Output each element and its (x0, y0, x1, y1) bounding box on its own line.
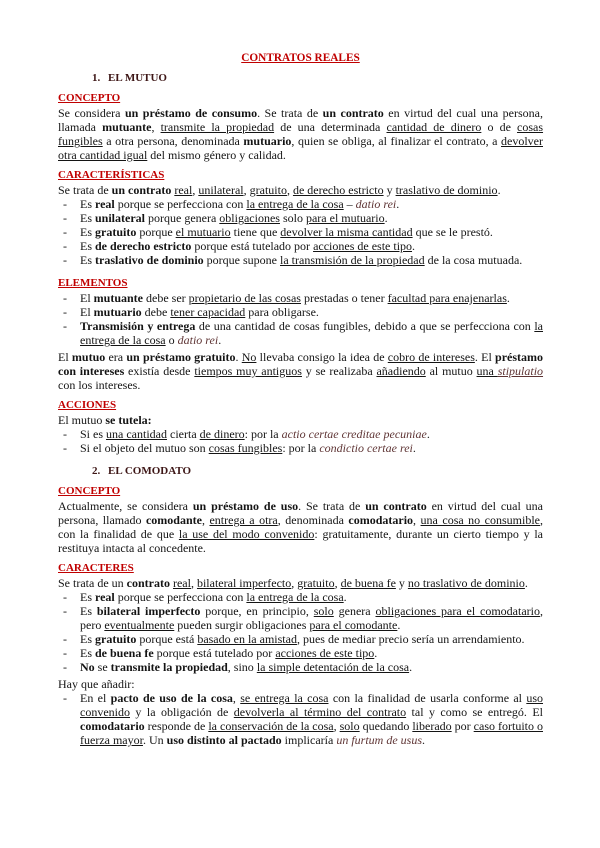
text-run: El (80, 305, 94, 319)
bold-text: un contrato (365, 499, 427, 513)
underlined-text: acciones de este tipo (275, 646, 375, 660)
underlined-text: real (174, 183, 193, 197)
text-run: . (412, 239, 416, 253)
subheading: CONCEPTO (58, 485, 121, 497)
subheading: CARACTERES (58, 562, 134, 574)
underlined-text: gratuito (297, 576, 335, 590)
underlined-text: se entrega la cosa (240, 691, 329, 705)
underlined-text: no traslativo de dominio (407, 576, 525, 590)
bold-text: unilateral (95, 211, 145, 225)
text-run: de una determinada (274, 120, 387, 134)
underlined-text: de buena fe (340, 576, 396, 590)
text-run: , sino (227, 660, 257, 674)
text-run: . (218, 333, 222, 347)
text-run: . (396, 197, 400, 211)
text-run: Es (80, 197, 95, 211)
underlined-text: de dinero (199, 427, 245, 441)
underlined-text: devolver otra cantidad igual (58, 134, 543, 162)
underlined-text: gratuito (249, 183, 287, 197)
underlined-text: transmite la propiedad (160, 120, 275, 134)
text-run: porque se perfecciona con (114, 590, 247, 604)
underlined-text: la entrega de la cosa (246, 590, 344, 604)
text-run: En el (80, 691, 111, 705)
bold-text: un préstamo gratuito (126, 350, 236, 364)
text-run: , (232, 691, 241, 705)
section-heading-text: EL MUTUO (108, 72, 167, 84)
text-run: y se realizaba (301, 364, 377, 378)
underlined-text: unilateral (198, 183, 244, 197)
text-run: o (165, 333, 178, 347)
text-run: Se trata de (58, 183, 112, 197)
text-run: del mismo género y calidad. (147, 148, 286, 162)
list-item (58, 590, 543, 604)
underlined-text: devolverla al término del contrato (233, 705, 407, 719)
text-run: Es (80, 225, 95, 239)
bold-text: bilateral imperfecto (96, 604, 201, 618)
bold-text: transmite la propiedad (110, 660, 228, 674)
bold-text: Transmisión y entrega (80, 319, 196, 333)
text-run: porque (136, 225, 176, 239)
text-run: . (524, 576, 528, 590)
subheading: CONCEPTO (58, 92, 121, 104)
text-run: en virtud del cual una persona, llamado (58, 499, 543, 527)
list-item (58, 691, 543, 747)
section-number: 2. (92, 465, 101, 477)
bold-text: mutuante (102, 120, 152, 134)
bold-text: real (95, 590, 115, 604)
section-heading-text: EL COMODATO (108, 465, 192, 477)
underlined-text: real (172, 576, 191, 590)
text-run: con la finalidad de usarla conforme al (328, 691, 527, 705)
paragraph (58, 183, 543, 197)
paragraph (58, 576, 543, 590)
bold-text: mutuo (71, 350, 106, 364)
bold-text: comodatario (80, 719, 145, 733)
underlined-text: basado en la amistad (197, 632, 297, 646)
text-run: cierta (167, 427, 200, 441)
bold-text: mutuario (93, 305, 142, 319)
text-run: porque está tutelado por (153, 646, 276, 660)
underlined-text: acciones de este tipo (313, 239, 413, 253)
underlined-text: obligaciones (219, 211, 280, 225)
text-run: . (497, 183, 501, 197)
text-run: tiene que (230, 225, 281, 239)
underlined-text: cosas fungibles (208, 441, 283, 455)
text-run: debe ser (143, 291, 189, 305)
bold-text: uso distinto al pactado (166, 733, 282, 747)
underlined-text: caso fortuito o fuerza mayor (80, 719, 543, 747)
bold-text: No (80, 660, 95, 674)
bold-text: contrato (126, 576, 170, 590)
italic-text: condictio certae rei (319, 441, 413, 455)
text-run: solo (279, 211, 306, 225)
text-run: y la obligación de (130, 705, 234, 719)
text-run: . Un (142, 733, 167, 747)
underlined-text: devolver la misma cantidad (280, 225, 413, 239)
text-run: llevaba consigo la idea de (256, 350, 388, 364)
text-run: para obligarse. (245, 305, 319, 319)
text-run: , (291, 576, 298, 590)
underlined-text: facultad para enajenarlas (387, 291, 507, 305)
list-item (58, 441, 543, 455)
text-run: por (451, 719, 474, 733)
text-run: . (343, 590, 347, 604)
text-run: de la cosa mutuada. (424, 253, 523, 267)
text-run: en virtud del cual una persona, llamada (58, 106, 543, 134)
text-run: , (190, 576, 197, 590)
underlined-text: añadiendo (376, 364, 426, 378)
text-run: . (422, 733, 425, 747)
bold-text: comodatario (348, 513, 414, 527)
underlined-text: uso convenido (80, 691, 543, 719)
text-run: . (506, 291, 510, 305)
text-run: , pues de mediar precio sería un arrendamiento. (296, 632, 525, 646)
text-run: existía desde (124, 364, 195, 378)
underlined-text: la entrega de la cosa (246, 197, 344, 211)
text-run: , con la finalidad de que (58, 513, 543, 541)
text-run: , quien se obliga, al finalizar el contrato, a (291, 134, 502, 148)
text-run: al mutuo (425, 364, 477, 378)
text-run: . El (474, 350, 496, 364)
list-item (58, 427, 543, 441)
text-run: Hay que añadir: (58, 677, 135, 691)
document-title: CONTRATOS REALES (241, 52, 360, 64)
dash-list (58, 291, 543, 350)
bold-text: un contrato (322, 106, 384, 120)
bold-text: un préstamo de consumo (124, 106, 258, 120)
underlined-text: eventualmente (104, 618, 175, 632)
text-run: , (151, 120, 161, 134)
text-run: , (334, 576, 341, 590)
text-run: , (201, 513, 210, 527)
paragraph (58, 677, 543, 691)
text-run: se (94, 660, 111, 674)
bold-text: de derecho estricto (95, 239, 192, 253)
text-run: , denominada (277, 513, 349, 527)
bold-text: real (95, 197, 115, 211)
text-run: . (426, 427, 430, 441)
text-run: Si el objeto del mutuo son (80, 441, 209, 455)
underlined-text: propietario de las cosas (188, 291, 301, 305)
dash-list (58, 427, 543, 458)
underlined-text: tener capacidad (170, 305, 246, 319)
underlined-text: la transmisión de la propiedad (280, 253, 425, 267)
text-run: era (105, 350, 127, 364)
text-run: Es (80, 632, 95, 646)
text-run: Es (80, 590, 95, 604)
underlined-text: la use del modo convenido (178, 527, 315, 541)
paragraph (58, 350, 543, 392)
subheading: CARACTERÍSTICAS (58, 169, 165, 181)
dash-list (58, 197, 543, 270)
underlined-text: obligaciones para el comodatario (375, 604, 540, 618)
list-item (58, 660, 543, 674)
section-heading (58, 71, 543, 85)
text-run: . (397, 618, 401, 632)
subheading: ACCIONES (58, 399, 117, 411)
underlined-text: No (241, 350, 257, 364)
underlined-text: cosas fungibles (58, 120, 544, 148)
text-run: porque se perfecciona con (114, 197, 247, 211)
bold-text: de buena fe (95, 646, 154, 660)
bold-text: se tutela: (105, 413, 152, 427)
underlined-text: la simple detentación de la cosa (256, 660, 410, 674)
bold-text: un préstamo de uso (192, 499, 299, 513)
bold-text: un contrato (111, 183, 172, 197)
bold-text: mutuario (243, 134, 292, 148)
underlined-text: solo (339, 719, 360, 733)
text-run: . (409, 660, 413, 674)
text-run: con los intereses. (58, 378, 141, 392)
text-run: Es (80, 253, 95, 267)
text-run: , (243, 183, 250, 197)
underlined-text: la conservación de la cosa (208, 719, 334, 733)
text-run: porque supone (203, 253, 280, 267)
text-run: . (384, 211, 388, 225)
underlined-text: traslativo de dominio (395, 183, 498, 197)
underlined-italic-text: stipulatio (497, 364, 544, 378)
underlined-text: cobro de intereses (387, 350, 475, 364)
text-run: porque genera (145, 211, 220, 225)
italic-text: datio rei (355, 197, 397, 211)
text-run: . (235, 350, 242, 364)
text-run: : gratuitamente, durante un cierto tiempo y la restituya intacta al concedente. (58, 527, 543, 555)
list-item (58, 632, 543, 646)
text-run: Es (80, 211, 95, 225)
list-item (58, 291, 543, 305)
text-run: Es (80, 646, 95, 660)
text-run: implicaría (281, 733, 337, 747)
text-run: , (333, 719, 340, 733)
text-run: debe (141, 305, 171, 319)
bold-text: comodante (145, 513, 202, 527)
text-run: Se considera (58, 106, 125, 120)
bold-text: préstamo con intereses (58, 350, 544, 378)
text-run: porque, en principio, (200, 604, 314, 618)
bold-text: gratuito (95, 632, 137, 646)
text-run: porque está (136, 632, 198, 646)
text-run: prestadas o tener (300, 291, 388, 305)
list-item (58, 197, 543, 211)
list-item (58, 646, 543, 660)
list-item (58, 225, 543, 239)
bold-text: pacto de uso de la cosa (110, 691, 233, 705)
underlined-text: el mutuario (175, 225, 231, 239)
dash-list (58, 691, 543, 750)
text-run: Es (80, 604, 97, 618)
text-run: : por la (244, 427, 282, 441)
text-run: Actualmente, se considera (58, 499, 193, 513)
underlined-text: solo (313, 604, 334, 618)
underlined-text: una cosa no consumible (420, 513, 540, 527)
text-run: a otra persona, denominada (102, 134, 244, 148)
text-run: y (395, 576, 408, 590)
paragraph (58, 413, 543, 427)
text-run: Si es (80, 427, 107, 441)
underlined-text: una (476, 364, 498, 378)
text-run: El (80, 291, 94, 305)
section-number: 1. (92, 72, 101, 84)
text-run: Es (80, 239, 95, 253)
text-run: porque está tutelado por (191, 239, 314, 253)
text-run: responde de (144, 719, 209, 733)
bold-text: traslativo de dominio (95, 253, 204, 267)
text-run: , (286, 183, 293, 197)
bold-text: gratuito (95, 225, 137, 239)
text-run: o de (481, 120, 518, 134)
italic-text: actio certae creditae pecuniae (281, 427, 427, 441)
text-run: . (374, 646, 378, 660)
underlined-text: tiempos muy antiguos (194, 364, 302, 378)
text-run: genera (333, 604, 376, 618)
underlined-text: de derecho estricto (292, 183, 384, 197)
list-item (58, 253, 543, 267)
text-run: que se le prestó. (412, 225, 493, 239)
underlined-text: cantidad de dinero (386, 120, 482, 134)
text-run: pueden surgir obligaciones (174, 618, 310, 632)
text-run: tal y como se entregó. El (406, 705, 544, 719)
section-heading (58, 464, 543, 478)
text-run: El mutuo (58, 413, 106, 427)
text-run: . Se trata de (257, 106, 323, 120)
underlined-text: una cantidad (106, 427, 167, 441)
subheading: ELEMENTOS (58, 277, 128, 289)
text-run: – (343, 197, 356, 211)
text-run: . (412, 441, 416, 455)
paragraph (58, 106, 543, 162)
list-item (58, 239, 543, 253)
underlined-text: entrega a otra (209, 513, 278, 527)
text-run: El (58, 350, 72, 364)
text-run: quedando (359, 719, 413, 733)
underlined-text: para el comodante (309, 618, 398, 632)
list-item (58, 211, 543, 225)
text-run: Se trata de un (58, 576, 127, 590)
bold-text: mutuante (93, 291, 144, 305)
text-run: de una cantidad de cosas fungibles, debido a que se perfecciona con (195, 319, 535, 333)
text-run: , pero (80, 604, 543, 632)
underlined-text: bilateral imperfecto (196, 576, 292, 590)
text-run: : por la (282, 441, 320, 455)
list-item (58, 604, 543, 632)
text-run: . Se trata de (298, 499, 366, 513)
list-item (58, 305, 543, 319)
text-run: , (192, 183, 199, 197)
underlined-text: para el mutuario (305, 211, 385, 225)
text-run: y (383, 183, 396, 197)
dash-list (58, 590, 543, 677)
document-body (58, 51, 543, 750)
italic-text: datio rei (177, 333, 219, 347)
text-run: , (413, 513, 421, 527)
paragraph (58, 499, 543, 555)
underlined-text: liberado (412, 719, 452, 733)
italic-text: un furtum de usus (336, 733, 422, 747)
underlined-text: la entrega de la cosa (80, 319, 543, 347)
list-item (58, 319, 543, 347)
